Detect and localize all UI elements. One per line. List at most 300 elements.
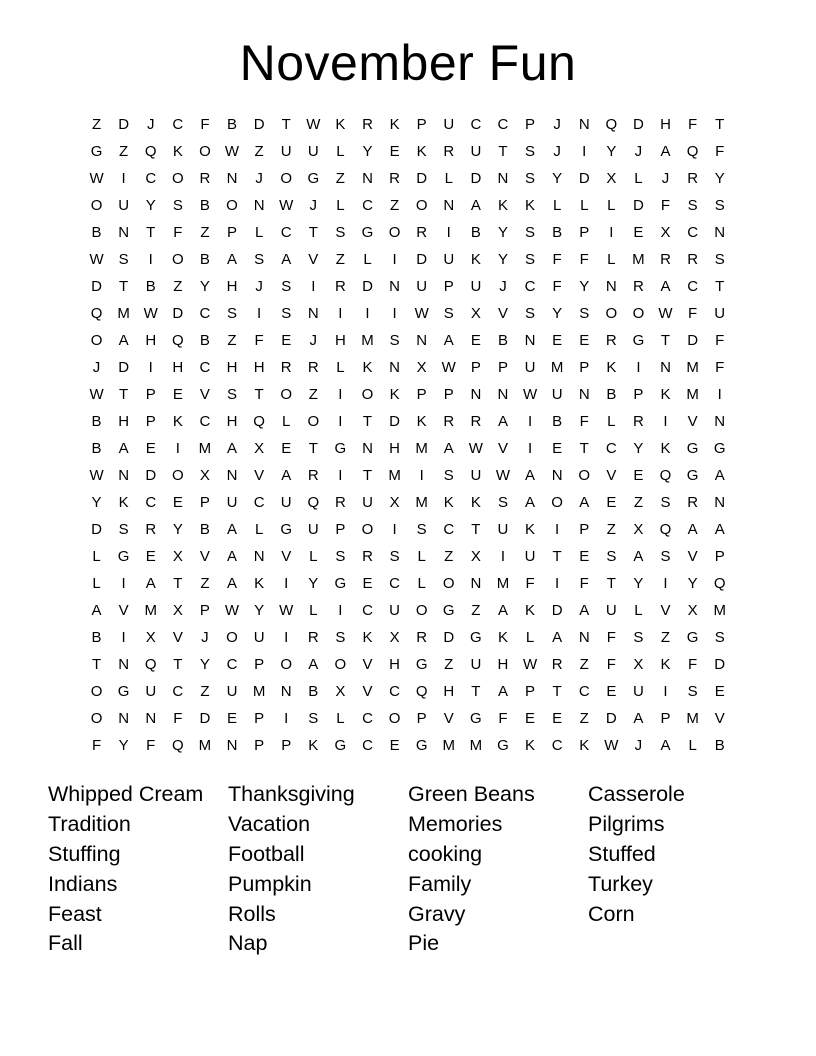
- grid-letter: E: [470, 332, 481, 349]
- grid-letter: E: [606, 683, 617, 700]
- grid-letter: Y: [497, 224, 508, 241]
- grid-letter: S: [525, 305, 536, 322]
- grid-letter: T: [281, 116, 291, 133]
- grid-letter: P: [660, 710, 671, 727]
- grid-letter: F: [688, 305, 698, 322]
- grid-letter: P: [254, 710, 265, 727]
- grid-letter: C: [226, 656, 238, 673]
- grid-letter: Z: [91, 116, 102, 133]
- grid-letter: I: [717, 386, 722, 403]
- grid-letter: G: [470, 629, 482, 646]
- grid-letter: M: [686, 710, 699, 727]
- grid-letter: N: [605, 278, 617, 295]
- grid-letter: K: [172, 143, 183, 160]
- grid-letter: C: [280, 224, 292, 241]
- grid-letter: Y: [633, 440, 644, 457]
- grid-letter: Q: [415, 683, 428, 700]
- grid-letter: A: [552, 629, 563, 646]
- word-list-item: Family: [408, 871, 472, 896]
- grid-letter: T: [498, 143, 508, 160]
- grid-letter: C: [362, 737, 373, 754]
- grid-letter: G: [361, 224, 374, 241]
- grid-letter: H: [389, 440, 400, 457]
- grid-letter: T: [308, 224, 318, 241]
- grid-letter: V: [118, 602, 129, 619]
- grid-letter: N: [362, 440, 373, 457]
- grid-letter: L: [417, 575, 426, 592]
- grid-letter: C: [253, 494, 265, 511]
- grid-letter: H: [497, 656, 509, 673]
- grid-letter: I: [555, 575, 560, 592]
- grid-letter: R: [389, 170, 400, 187]
- grid-letter: B: [145, 278, 156, 295]
- grid-letter: S: [687, 683, 698, 700]
- grid-letter: N: [714, 413, 726, 430]
- word-list-item: Stuffing: [48, 841, 121, 866]
- grid-letter: C: [551, 737, 563, 754]
- grid-letter: X: [416, 359, 427, 376]
- grid-letter: G: [90, 143, 103, 160]
- grid-letter: E: [552, 440, 563, 457]
- grid-letter: U: [253, 629, 265, 646]
- grid-letter: E: [552, 332, 563, 349]
- grid-letter: O: [90, 197, 103, 214]
- grid-letter: J: [499, 278, 507, 295]
- grid-letter: L: [552, 197, 562, 214]
- grid-letter: S: [335, 548, 346, 565]
- grid-letter: A: [470, 197, 481, 214]
- grid-letter: J: [309, 197, 318, 214]
- grid-letter: Q: [253, 413, 265, 430]
- grid-letter: K: [525, 521, 536, 538]
- grid-letter: K: [525, 602, 536, 619]
- word-list-item: Casserole: [588, 782, 685, 806]
- word-list-item: Gravy: [408, 901, 466, 926]
- grid-letter: G: [334, 737, 347, 754]
- grid-row: [83, 408, 735, 435]
- grid-letter: L: [525, 629, 535, 646]
- grid-letter: U: [551, 386, 563, 403]
- grid-letter: A: [714, 467, 725, 484]
- grid-letter: K: [497, 197, 508, 214]
- grid-letter: K: [660, 656, 671, 673]
- grid-letter: Z: [119, 143, 129, 160]
- grid-letter: J: [553, 116, 561, 133]
- grid-letter: A: [227, 548, 238, 565]
- grid-letter: E: [606, 494, 617, 511]
- grid-letter: T: [119, 386, 129, 403]
- grid-row: [83, 219, 735, 246]
- grid-letter: T: [362, 467, 373, 484]
- word-list-item: Memories: [408, 811, 503, 836]
- grid-letter: P: [145, 413, 156, 430]
- grid-letter: O: [632, 305, 645, 322]
- grid-letter: G: [334, 575, 347, 592]
- grid-letter: G: [415, 737, 428, 754]
- grid-letter: B: [199, 332, 210, 349]
- grid-letter: A: [714, 521, 725, 538]
- grid-letter: Y: [308, 575, 319, 592]
- grid-letter: S: [660, 548, 671, 565]
- word-list-item: Tradition: [48, 811, 131, 836]
- grid-row: [83, 489, 735, 516]
- grid-letter: P: [416, 710, 427, 727]
- grid-letter: M: [198, 737, 212, 754]
- grid-row: [83, 192, 735, 219]
- grid-letter: I: [338, 413, 343, 430]
- grid-letter: H: [334, 332, 346, 349]
- grid-letter: G: [470, 710, 482, 727]
- grid-letter: F: [579, 413, 589, 430]
- grid-letter: Z: [444, 656, 454, 673]
- grid-letter: W: [441, 359, 456, 376]
- grid-letter: O: [442, 575, 455, 592]
- grid-letter: D: [551, 602, 563, 619]
- grid-letter: Z: [606, 521, 616, 538]
- grid-letter: N: [226, 737, 238, 754]
- grid-letter: C: [145, 494, 157, 511]
- grid-letter: B: [497, 332, 508, 349]
- grid-letter: L: [309, 602, 318, 619]
- grid-letter: H: [226, 413, 238, 430]
- grid-letter: K: [389, 386, 400, 403]
- grid-letter: F: [688, 116, 698, 133]
- grid-letter: R: [334, 278, 346, 295]
- grid-letter: C: [578, 683, 590, 700]
- grid-letter: F: [715, 359, 725, 376]
- grid-letter: X: [145, 629, 156, 646]
- grid-letter: Z: [173, 278, 183, 295]
- grid-letter: T: [715, 278, 725, 295]
- grid-letter: E: [714, 683, 725, 700]
- grid-letter: B: [91, 413, 102, 430]
- grid-letter: H: [226, 359, 238, 376]
- grid-letter: Z: [579, 710, 589, 727]
- grid-letter: O: [361, 521, 374, 538]
- grid-letter: D: [253, 116, 265, 133]
- grid-letter: M: [713, 602, 726, 619]
- grid-letter: P: [579, 359, 590, 376]
- grid-letter: T: [552, 548, 562, 565]
- grid-letter: Q: [171, 737, 184, 754]
- grid-letter: M: [686, 359, 699, 376]
- grid-letter: X: [470, 305, 481, 322]
- grid-letter: R: [470, 413, 482, 430]
- grid-letter: P: [714, 548, 725, 565]
- grid-row: [83, 354, 735, 381]
- grid-letter: C: [145, 170, 157, 187]
- grid-letter: R: [687, 170, 699, 187]
- grid-letter: P: [199, 494, 210, 511]
- word-list-item: Turkey: [588, 871, 653, 896]
- grid-letter: G: [280, 521, 293, 538]
- grid-letter: B: [552, 413, 563, 430]
- grid-letter: Z: [308, 386, 318, 403]
- grid-letter: T: [471, 683, 481, 700]
- grid-letter: Z: [389, 197, 400, 214]
- grid-letter: K: [579, 737, 590, 754]
- word-list: [48, 780, 768, 959]
- grid-letter: S: [525, 224, 536, 241]
- grid-letter: Y: [633, 575, 644, 592]
- grid-letter: A: [525, 494, 536, 511]
- grid-letter: A: [308, 656, 319, 673]
- grid-letter: V: [606, 467, 617, 484]
- grid-letter: K: [362, 359, 373, 376]
- grid-letter: W: [89, 386, 104, 403]
- grid-letter: G: [307, 170, 320, 187]
- grid-letter: C: [199, 359, 211, 376]
- grid-letter: E: [579, 548, 590, 565]
- grid-letter: O: [578, 467, 591, 484]
- grid-letter: X: [172, 548, 183, 565]
- grid-letter: U: [524, 359, 536, 376]
- word-list-item: Green Beans: [408, 782, 535, 806]
- grid-letter: C: [605, 440, 617, 457]
- grid-row: [83, 543, 735, 570]
- grid-letter: O: [551, 494, 563, 511]
- grid-letter: W: [89, 170, 104, 187]
- grid-letter: W: [306, 116, 321, 133]
- grid-letter: P: [579, 521, 590, 538]
- grid-letter: X: [687, 602, 698, 619]
- grid-letter: U: [280, 143, 292, 160]
- grid-letter: S: [335, 224, 346, 241]
- grid-letter: L: [92, 575, 101, 592]
- grid-letter: T: [715, 116, 725, 133]
- grid-letter: A: [633, 548, 644, 565]
- grid-letter: D: [416, 170, 428, 187]
- word-list-item: Pie: [408, 931, 440, 956]
- grid-letter: I: [636, 359, 641, 376]
- grid-letter: F: [579, 575, 589, 592]
- grid-letter: G: [713, 440, 726, 457]
- grid-letter: Z: [471, 602, 481, 619]
- grid-letter: I: [175, 440, 180, 457]
- grid-letter: X: [389, 494, 400, 511]
- grid-letter: C: [687, 224, 699, 241]
- grid-letter: P: [254, 656, 265, 673]
- grid-letter: Q: [144, 656, 157, 673]
- grid-letter: N: [551, 467, 563, 484]
- grid-letter: M: [252, 683, 266, 700]
- grid-letter: R: [416, 224, 428, 241]
- grid-letter: F: [173, 710, 183, 727]
- grid-letter: M: [442, 737, 456, 754]
- grid-letter: A: [497, 683, 508, 700]
- grid-letter: B: [606, 386, 617, 403]
- grid-letter: E: [145, 548, 156, 565]
- grid-letter: P: [145, 386, 156, 403]
- grid-letter: I: [311, 278, 316, 295]
- grid-letter: E: [172, 494, 183, 511]
- grid-letter: S: [172, 197, 183, 214]
- grid-letter: S: [443, 467, 454, 484]
- grid-letter: M: [144, 602, 157, 619]
- grid-row: [83, 327, 735, 354]
- grid-letter: I: [555, 521, 560, 538]
- grid-letter: P: [335, 521, 346, 538]
- grid-letter: O: [226, 629, 238, 646]
- grid-letter: W: [468, 440, 483, 457]
- grid-letter: O: [388, 710, 401, 727]
- grid-letter: D: [578, 170, 590, 187]
- grid-letter: N: [118, 656, 130, 673]
- grid-letter: I: [663, 575, 668, 592]
- grid-letter: A: [227, 575, 238, 592]
- grid-letter: G: [497, 737, 509, 754]
- grid-letter: U: [389, 602, 400, 619]
- grid-letter: K: [443, 494, 454, 511]
- grid-letter: D: [633, 116, 644, 133]
- grid-letter: I: [419, 467, 424, 484]
- grid-letter: M: [496, 575, 510, 592]
- word-list-item: Vacation: [228, 811, 311, 836]
- grid-letter: Y: [91, 494, 102, 511]
- grid-letter: U: [226, 494, 238, 511]
- grid-letter: R: [660, 251, 671, 268]
- grid-letter: K: [497, 629, 508, 646]
- grid-letter: I: [392, 521, 397, 538]
- grid-letter: E: [172, 386, 183, 403]
- grid-letter: M: [469, 737, 483, 754]
- grid-letter: Z: [200, 575, 210, 592]
- grid-letter: A: [525, 467, 536, 484]
- grid-letter: U: [307, 143, 319, 160]
- grid-letter: X: [335, 683, 346, 700]
- grid-letter: H: [226, 278, 238, 295]
- grid-letter: P: [227, 224, 238, 241]
- grid-letter: Y: [254, 602, 265, 619]
- grid-letter: A: [91, 602, 102, 619]
- grid-letter: N: [470, 386, 482, 403]
- grid-letter: W: [89, 251, 104, 268]
- grid-letter: G: [117, 548, 130, 565]
- grid-letter: U: [118, 197, 130, 214]
- grid-letter: Z: [444, 548, 454, 565]
- grid-letter: L: [607, 413, 616, 430]
- grid-letter: I: [284, 710, 289, 727]
- grid-letter: W: [224, 602, 240, 619]
- grid-letter: Y: [606, 143, 617, 160]
- grid-letter: R: [307, 629, 319, 646]
- grid-letter: T: [146, 224, 156, 241]
- grid-letter: A: [497, 413, 508, 430]
- grid-letter: S: [281, 278, 292, 295]
- grid-row: [83, 111, 735, 138]
- grid-letter: V: [497, 305, 508, 322]
- grid-letter: X: [172, 602, 183, 619]
- grid-letter: N: [470, 575, 482, 592]
- grid-letter: X: [470, 548, 481, 565]
- grid-letter: U: [605, 602, 617, 619]
- grid-letter: G: [686, 629, 699, 646]
- grid-letter: P: [254, 737, 265, 754]
- grid-letter: I: [284, 575, 289, 592]
- grid-letter: L: [92, 548, 101, 565]
- grid-letter: S: [606, 548, 617, 565]
- grid-letter: Y: [145, 197, 156, 214]
- grid-letter: J: [92, 359, 101, 376]
- grid-letter: G: [632, 332, 645, 349]
- grid-letter: O: [171, 467, 184, 484]
- grid-letter: C: [362, 197, 373, 214]
- grid-letter: B: [91, 224, 102, 241]
- grid-letter: X: [633, 521, 644, 538]
- grid-letter: N: [118, 467, 130, 484]
- grid-letter: M: [415, 440, 428, 457]
- grid-row: [83, 381, 735, 408]
- grid-letter: J: [634, 143, 643, 160]
- grid-letter: N: [307, 305, 319, 322]
- grid-letter: R: [443, 143, 455, 160]
- grid-letter: O: [90, 683, 103, 700]
- grid-letter: S: [416, 521, 427, 538]
- grid-letter: B: [714, 737, 725, 754]
- grid-letter: D: [91, 278, 102, 295]
- grid-letter: R: [199, 170, 211, 187]
- grid-letter: L: [336, 143, 345, 160]
- grid-letter: N: [253, 197, 265, 214]
- grid-letter: I: [148, 359, 153, 376]
- grid-letter: V: [660, 602, 671, 619]
- grid-letter: V: [199, 386, 210, 403]
- grid-letter: A: [687, 521, 698, 538]
- grid-letter: R: [605, 332, 617, 349]
- grid-letter: S: [525, 170, 536, 187]
- grid-letter: Y: [579, 278, 590, 295]
- word-list-item: Stuffed: [588, 841, 656, 866]
- grid-letter: S: [227, 386, 238, 403]
- grid-row: [83, 624, 735, 651]
- word-list-item: Rolls: [228, 901, 276, 926]
- grid-letter: B: [199, 197, 210, 214]
- grid-letter: U: [470, 278, 482, 295]
- grid-letter: T: [308, 440, 318, 457]
- grid-letter: I: [392, 305, 397, 322]
- grid-letter: N: [280, 683, 292, 700]
- grid-letter: K: [118, 494, 129, 511]
- grid-letter: I: [446, 224, 451, 241]
- grid-letter: J: [309, 332, 318, 349]
- grid-letter: W: [414, 305, 429, 322]
- grid-letter: Q: [307, 494, 320, 511]
- grid-letter: S: [389, 548, 400, 565]
- grid-letter: K: [172, 413, 183, 430]
- grid-letter: I: [663, 413, 668, 430]
- grid-letter: F: [715, 332, 725, 349]
- grid-letter: R: [280, 359, 292, 376]
- grid-letter: Z: [660, 629, 671, 646]
- grid-letter: A: [660, 143, 671, 160]
- grid-letter: I: [663, 683, 668, 700]
- grid-letter: N: [389, 359, 400, 376]
- grid-letter: G: [442, 602, 455, 619]
- grid-letter: T: [362, 413, 373, 430]
- grid-letter: M: [632, 251, 645, 268]
- grid-letter: C: [362, 602, 373, 619]
- grid-letter: L: [417, 548, 426, 565]
- grid-letter: P: [579, 224, 590, 241]
- grid-letter: R: [334, 494, 346, 511]
- grid-letter: O: [415, 197, 428, 214]
- grid-row: [83, 705, 735, 732]
- grid-letter: Y: [199, 278, 210, 295]
- grid-letter: E: [281, 332, 292, 349]
- grid-letter: T: [119, 278, 129, 295]
- grid-letter: Z: [254, 143, 264, 160]
- grid-letter: U: [226, 683, 238, 700]
